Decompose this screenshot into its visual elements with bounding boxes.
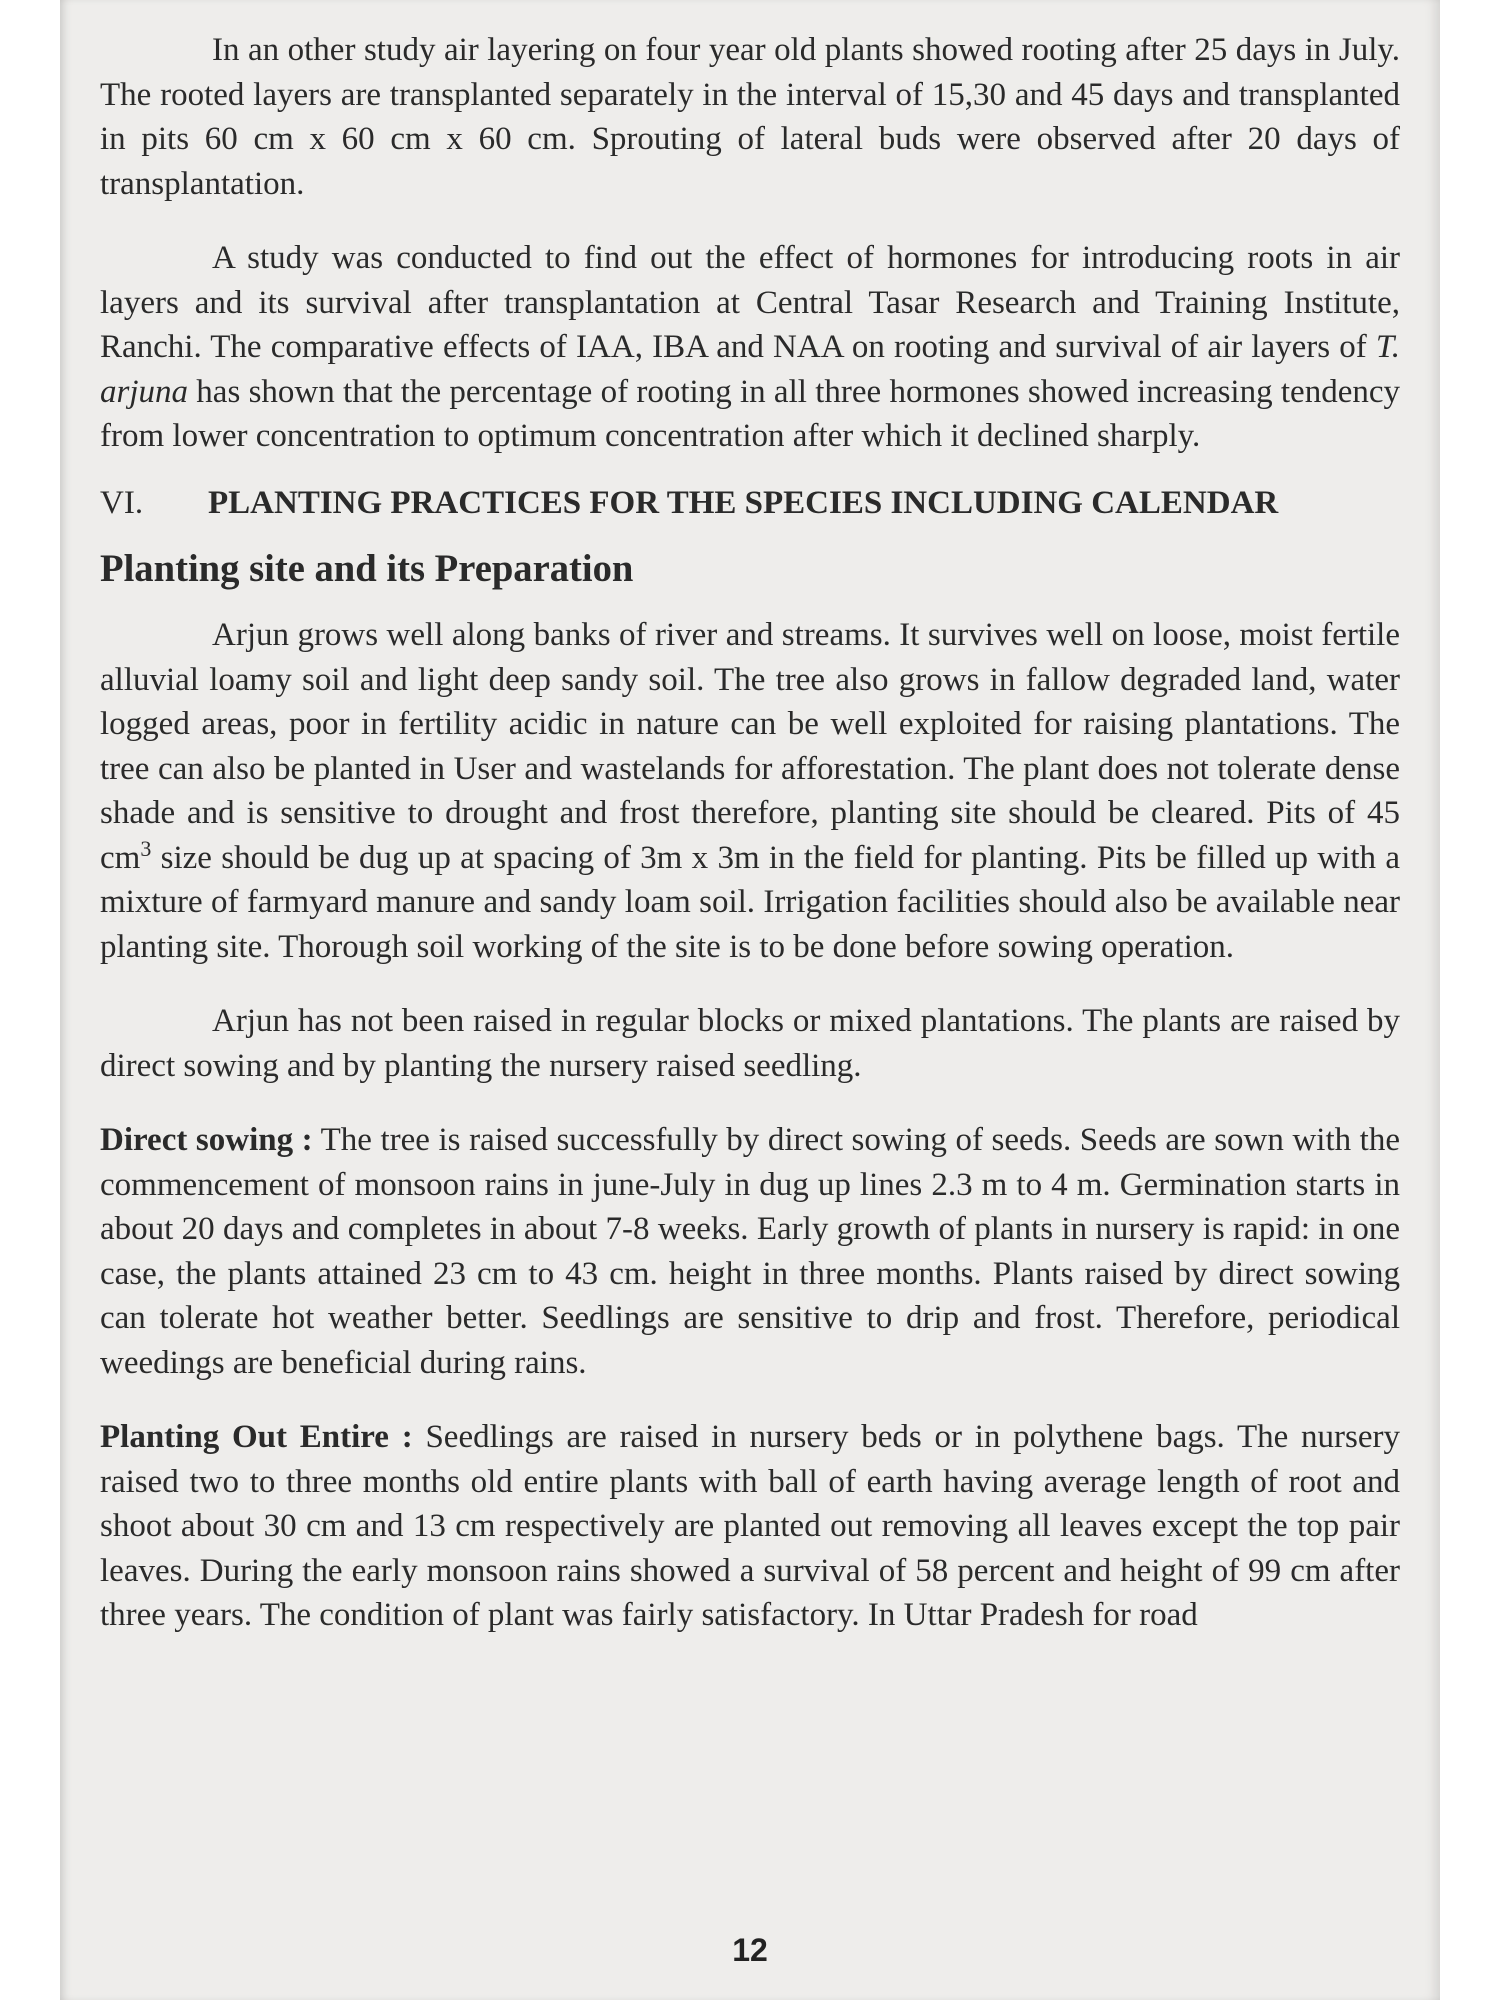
planting-out-heading: Planting Out Entire : bbox=[100, 1419, 413, 1455]
species-name: T. arjuna bbox=[100, 329, 1400, 410]
page-body bbox=[100, 28, 1400, 1638]
paragraph-hormone-study: A study was conducted to find out the effect of hormones for introducing roots in air layers and its survival after transplantation at Central Tasar Research and Training Institute, Ranchi. The comparative effects of IAA, IBA and NAA on rooting and survival of air layers of T. arjuna has shown that the percentage of rooting in all three hormones showed increasing tendency from lower concentration to optimum concentration after which it declined sharply. bbox=[100, 240, 1400, 454]
paragraph-planting-out: Planting Out Entire : Seedlings are raised in nursery beds or in polythene bags. The nursery raised two to three months old entire plants with ball of earth having average length of root and shoot about 30 cm and 13 cm respectively are planted out removing all leaves except the top pair leaves. During the early monsoon rains showed a survival of 58 percent and height of 99 cm after three years. The condition of plant was fairly satisfactory. In Uttar Pradesh for road bbox=[100, 1419, 1400, 1633]
paragraph-direct-sowing: Direct sowing : The tree is raised successfully by direct sowing of seeds. Seeds are sown with the commencement of monsoon rains in june-July in dug up lines 2.3 m to 4 m. Germination starts in about 20 days and completes in about 7-8 weeks. Early growth of plants in nursery is rapid: in one case, the plants attained 23 cm to 43 cm. height in three months. Plants raised by direct sowing can tolerate hot weather better. Seedlings are sensitive to drip and frost. Therefore, periodical weedings are beneficial during rains. bbox=[100, 1122, 1400, 1381]
direct-sowing-heading: Direct sowing : bbox=[100, 1122, 313, 1158]
section-title: PLANTING PRACTICES FOR THE SPECIES INCLUDING CALENDAR bbox=[208, 484, 1279, 521]
subheading-planting-site: Planting site and its Preparation bbox=[100, 547, 634, 590]
superscript: 3 bbox=[140, 835, 152, 861]
section-heading bbox=[100, 481, 1400, 525]
paragraph-air-layering: In an other study air layering on four year old plants showed rooting after 25 days in July. The rooted layers are transplanted separately in the interval of 15,30 and 45 days and transplanted in pits 60 cm x 60 cm x 60 cm. Sprouting of lateral buds were observed after 20 days of transplantation. bbox=[100, 32, 1400, 202]
page-number: 12 bbox=[732, 1932, 768, 1968]
paragraph-raising-methods: Arjun has not been raised in regular blocks or mixed plantations. The plants are raised by direct sowing and by planting the nursery raised seedling. bbox=[100, 1003, 1400, 1084]
section-number: VI. bbox=[100, 484, 144, 521]
paragraph-site-preparation: Arjun grows well along banks of river and streams. It survives well on loose, moist fertile alluvial loamy soil and light deep sandy soil. The tree also grows in fallow degraded land, water logged areas, poor in fertility acidic in nature can be well exploited for raising plantations. The tree can also be planted in User and wastelands for afforestation. The plant does not tolerate dense shade and is sensitive to drought and frost therefore, planting site should be cleared. Pits of 45 $cm^3$ size should be dug up at spacing of 3m x 3m in the field for planting. Pits be filled up with a mixture of farmyard manure and sandy loam soil. Irrigation facilities should also be available near planting site. Thorough soil working of the site is to be done before sowing operation. bbox=[100, 617, 1400, 965]
